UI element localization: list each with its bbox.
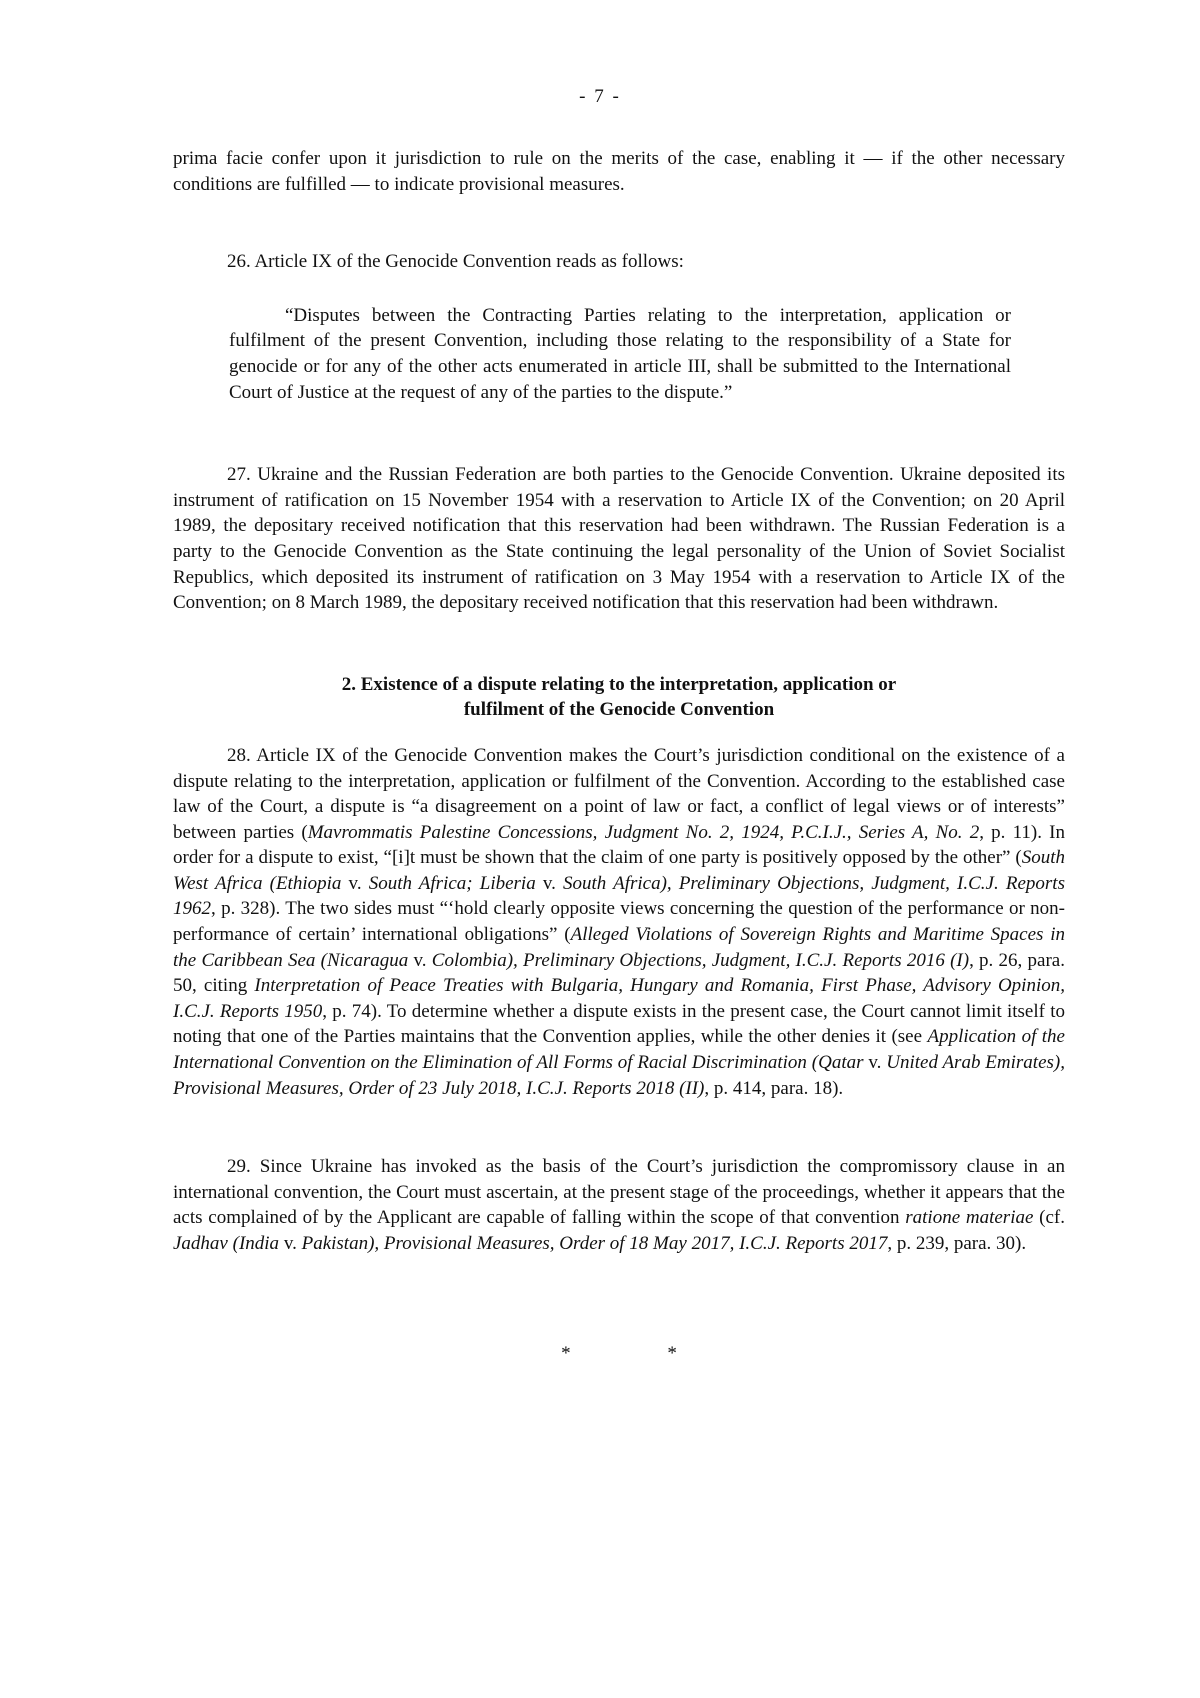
- p28-text-5: , p. 74). To determine whether a dispute exists in the present case, the Court cannot limit itself to noting that one of the Parties maintains that the Convention applies, while the other denies it (see: [173, 1000, 1065, 1048]
- p28-versus-3: v.: [408, 949, 432, 971]
- p28-citation-2c: South Africa), Preliminary Objections, Judgment, I.C.J. Reports 1962: [173, 872, 1065, 920]
- p28-versus-1: v.: [341, 872, 369, 894]
- p28-text-6: , p. 414, para. 18).: [704, 1077, 844, 1099]
- p28-citation-2b: South Africa; Liberia: [368, 872, 536, 894]
- p28-versus-2: v.: [535, 872, 564, 894]
- p28-text-4: , p. 26, para. 50, citing: [173, 949, 1065, 997]
- document-body: [173, 146, 1065, 1366]
- section-separator: * *: [561, 1342, 723, 1364]
- section-heading-line2: fulfilment of the Genocide Convention: [463, 699, 775, 721]
- p28-citation-3b: Colombia), Preliminary Objections, Judgment, I.C.J. Reports 2016 (I): [431, 949, 970, 971]
- p29-citation-2a: Jadhav (India: [173, 1233, 280, 1254]
- p29-citation-1: ratione materiae: [905, 1207, 1034, 1229]
- p28-text-2: , p. 11). In order for a dispute to exist, “[i]t must be shown that the claim of one party is positively opposed by the other” (: [173, 821, 1066, 869]
- p29-versus: v.: [279, 1233, 302, 1254]
- p28-text-1: 28. Article IX of the Genocide Convention makes the Court’s jurisdiction conditional on the existence of a dispute relating to the interpretation, application or fulfilment of the Convention. According to the established case law of the Court, a dispute is “a disagreement on a point of law or fact, a conflict of legal views or of interests” between parties (: [173, 744, 1065, 843]
- p28-citation-5a: Application of the International Convention on the Elimination of All Forms of Racial Discrimination (Qatar: [173, 1026, 1065, 1074]
- p29-text-2: (cf.: [1033, 1207, 1065, 1229]
- p28-citation-1: Mavrommatis Palestine Concessions, Judgment No. 2, 1924, P.C.I.J., Series A, No. 2: [307, 821, 980, 843]
- section-heading-line1: 2. Existence of a dispute relating to the interpretation, application or: [341, 673, 897, 695]
- paragraph-continuation: prima facie confer upon it jurisdiction to rule on the merits of the case, enabling it — if the other necessary conditions are fulfilled — to indicate provisional measures.: [173, 148, 1065, 195]
- p29-text-3: , p. 239, para. 30).: [887, 1233, 1027, 1254]
- p29-text-1: 29. Since Ukraine has invoked as the basis of the Court’s jurisdiction the compromissory clause in an international convention, the Court must ascertain, at the present stage of the proceedings, whether it appears that the acts complained of by the Applicant are capable of falling within the scope of that convention: [173, 1156, 1065, 1229]
- page-number: - 7 -: [579, 86, 621, 107]
- p28-citation-4: Interpretation of Peace Treaties with Bulgaria, Hungary and Romania, First Phase, Advisory Opinion, I.C.J. Reports 1950: [173, 975, 1065, 1022]
- p28-versus-4: v.: [863, 1052, 887, 1074]
- paragraph-29: [173, 1154, 1065, 1256]
- article-ix-quote: “Disputes between the Contracting Parties relating to the interpretation, application or fulfilment of the present Convention, including those relating to the responsibility of a State for genocide or for any of the other acts enumerated in article III, shall be submitted to the International Court of Justice at the request of any of the parties to the dispute.”: [229, 304, 1011, 403]
- section-heading: [173, 672, 1065, 723]
- p28-text-3: , p. 328). The two sides must “‘hold clearly opposite views concerning the question of the performance or non-performance of certain’ international obligations” (: [173, 898, 1065, 946]
- paragraph-26-intro: 26. Article IX of the Genocide Convention reads as follows:: [227, 251, 684, 273]
- p28-citation-3a: Alleged Violations of Sovereign Rights and Maritime Spaces in the Caribbean Sea (Nicaragua: [173, 924, 1065, 971]
- paragraph-28: [173, 743, 1065, 1101]
- p28-citation-5b: United Arab Emirates), Provisional Measures, Order of 23 July 2018, I.C.J. Reports 2018 (II): [173, 1052, 1065, 1099]
- paragraph-27: 27. Ukraine and the Russian Federation are both parties to the Genocide Convention. Ukraine deposited its instrument of ratification on 15 November 1954 with a reservation to Article IX of the Convention; on 20 April 1989, the depositary received notification that this reservation had been withdrawn. The Russian Federation is a party to the Genocide Convention as the State continuing the legal personality of the Union of Soviet Socialist Republics, which deposited its instrument of ratification on 3 May 1954 with a reservation to Article IX of the Convention; on 8 March 1989, the depositary received notification that this reservation had been withdrawn.: [173, 464, 1065, 614]
- p29-citation-2b: Pakistan), Provisional Measures, Order of 18 May 2017, I.C.J. Reports 2017: [301, 1233, 888, 1254]
- p28-citation-2a: South West Africa (Ethiopia: [173, 847, 1065, 894]
